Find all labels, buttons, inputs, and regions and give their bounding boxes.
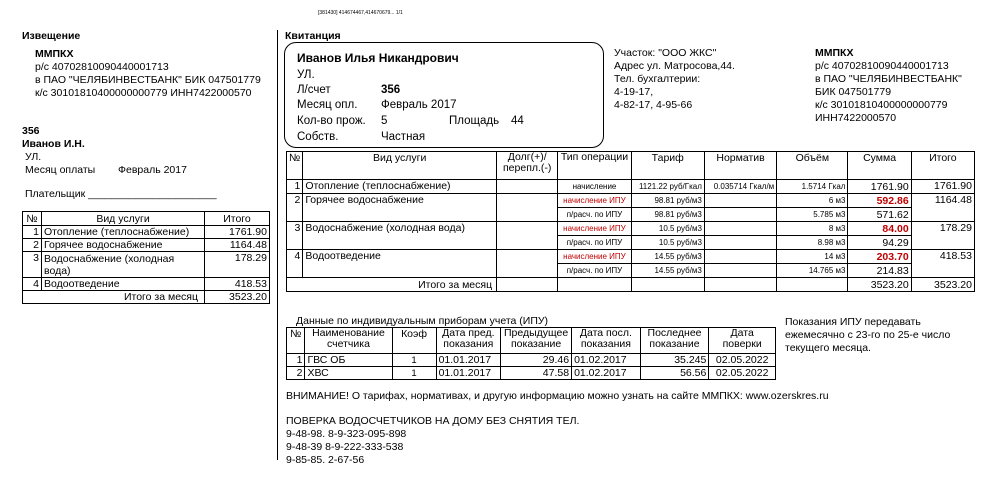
services-table — [286, 151, 975, 292]
total-total: 3523.20 — [911, 278, 974, 292]
left-bank: в ПАО "ЧЕЛЯБИНВЕСТБАНК" БИК 047501779 — [35, 74, 261, 86]
col-prev: Предыдущее показание — [501, 328, 572, 354]
col-norm: Норматив — [704, 152, 776, 180]
coupon-divider — [277, 30, 278, 460]
col-last-date: Дата посл. показания — [572, 328, 641, 354]
site-line: 4-19-17, — [614, 86, 654, 98]
row-service: Отопление (теплоснабжение) — [42, 226, 205, 239]
row-op-type: начисление — [558, 180, 631, 194]
table-row — [23, 278, 270, 291]
row-tariff: 10.5 руб/м3 — [631, 222, 704, 236]
left-org: ММПКХ — [35, 48, 74, 60]
row-tariff: 10.5 руб/м3 — [631, 236, 704, 250]
org-line: в ПАО "ЧЕЛЯБИНВЕСТБАНК" — [815, 73, 962, 85]
table-row — [287, 222, 975, 236]
col-service: Вид услуги — [42, 212, 205, 226]
ownership-value: Частная — [381, 131, 426, 143]
total-sum: 3523.20 — [848, 278, 911, 292]
phone-line: 9-85-85. 2-67-56 — [286, 454, 365, 466]
col-service: Вид услуги — [303, 152, 497, 180]
services-total-row — [287, 278, 975, 292]
row-op-type: начисление ИПУ — [558, 194, 631, 208]
row-norm — [704, 222, 776, 236]
row-norm — [704, 194, 776, 208]
row-n: 4 — [287, 250, 303, 278]
row-sum: 94.29 — [848, 236, 911, 250]
payer-full-name: Иванов Илья Никандрович — [297, 51, 459, 65]
meters-note: Показания ИПУ передавать ежемесячно с 23-го по 25-е число текущего месяца. — [785, 316, 951, 354]
row-n: 2 — [287, 194, 303, 222]
row-total: 418.53 — [205, 278, 270, 291]
site-info — [614, 47, 735, 112]
site-line: 4-82-17, 4-95-66 — [614, 99, 693, 111]
col-coef: Коэф — [392, 328, 436, 354]
area-label: Площадь — [449, 115, 500, 127]
col-n: № — [287, 152, 303, 180]
row-total: 418.53 — [911, 250, 974, 278]
meter-check: 02.05.2022 — [709, 367, 776, 380]
row-volume: 8 м3 — [777, 222, 848, 236]
row-tariff: 1121.22 руб/Гкал — [631, 180, 704, 194]
row-service: Водоснабжение (холодная вода) — [42, 252, 205, 278]
table-row — [287, 354, 776, 367]
account-value: 356 — [381, 84, 401, 96]
row-debt — [497, 250, 558, 278]
payer-box — [284, 42, 604, 148]
col-n: № — [287, 328, 305, 354]
row-norm — [704, 264, 776, 278]
row-n: 4 — [23, 278, 42, 291]
meters-table — [286, 327, 776, 380]
meters-title: Данные по индивидуальным приборам учета (ИПУ) — [296, 315, 549, 327]
col-debt: Долг(+)/ перепл.(-) — [497, 152, 558, 180]
row-sum: 214.83 — [848, 264, 911, 278]
col-sum: Сумма — [848, 152, 911, 180]
account-label: Л/счет — [297, 84, 331, 96]
row-total: 178.29 — [205, 252, 270, 278]
left-month-label: Месяц оплаты — [25, 164, 96, 176]
row-sum: 1761.90 — [848, 180, 911, 194]
meter-last: 35.245 — [640, 354, 709, 367]
meter-prev: 29.46 — [501, 354, 572, 367]
phone-line: 9-48-98. 8-9-323-095-898 — [286, 428, 407, 440]
notice-header: Извещение — [22, 30, 81, 42]
meter-prev-date: 01.01.2017 — [436, 354, 501, 367]
org-line: БИК 047501779 — [815, 86, 892, 98]
row-n: 3 — [287, 222, 303, 250]
left-ks: к/с 30101810400000000779 ИНН7422000570 — [35, 87, 252, 99]
meter-coef: 1 — [392, 367, 436, 380]
site-line: Тел. бухгалтерии: — [614, 73, 701, 85]
site-line: Участок: "ООО ЖКС" — [614, 47, 717, 59]
print-id: [381430] 414674467,414670679... 1/1 — [318, 10, 403, 16]
row-n: 1 — [23, 226, 42, 239]
left-payer-signature: Плательщик ______________________ — [25, 188, 217, 200]
table-row — [23, 252, 270, 278]
col-check-date: Дата поверки — [709, 328, 776, 354]
row-debt — [497, 180, 558, 194]
attention-text: ВНИМАНИЕ! О тарифах, нормативах, и другую информацию можно узнать на сайте ММПКХ: www.ozerskres.ru — [286, 390, 829, 402]
total-value: 3523.20 — [205, 291, 270, 304]
org-line: р/с 40702810090440001713 — [815, 60, 949, 72]
table-row — [287, 250, 975, 264]
table-row — [287, 367, 776, 380]
table-total-row — [23, 291, 270, 304]
row-service: Горячее водоснабжение — [42, 239, 205, 252]
row-tariff: 98.81 руб/м3 — [631, 194, 704, 208]
meter-last-date: 01.02.2017 — [572, 367, 641, 380]
col-meter-name: Наименование счетчика — [305, 328, 392, 354]
total-label: Итого за месяц — [287, 278, 497, 292]
row-norm — [704, 250, 776, 264]
row-service: Отопление (теплоснабжение) — [303, 180, 497, 194]
row-debt — [497, 194, 558, 222]
row-tariff: 98.81 руб/м3 — [631, 208, 704, 222]
col-last: Последнее показание — [640, 328, 709, 354]
org-line: к/с 30101810400000000779 — [815, 99, 948, 111]
col-volume: Объём — [777, 152, 848, 180]
residents-label: Кол-во прож. — [297, 115, 366, 127]
meter-last: 56.56 — [640, 367, 709, 380]
row-n: 2 — [23, 239, 42, 252]
meter-prev: 47.58 — [501, 367, 572, 380]
org-line: ММПКХ — [815, 47, 854, 59]
phones — [286, 428, 406, 467]
row-norm — [704, 236, 776, 250]
left-month-value: Февраль 2017 — [118, 164, 187, 176]
row-op-type: п/расч. по ИПУ — [558, 236, 631, 250]
meter-name: ГВС ОБ — [305, 354, 392, 367]
row-volume: 6 м3 — [777, 194, 848, 208]
org-line: ИНН7422000570 — [815, 112, 897, 124]
ownership-label: Собств. — [297, 131, 339, 143]
row-sum: 571.62 — [848, 208, 911, 222]
row-service: Водоснабжение (холодная вода) — [303, 222, 497, 250]
row-total: 1164.48 — [911, 194, 974, 222]
row-volume: 1.5714 Гкал — [777, 180, 848, 194]
meter-n: 2 — [287, 367, 305, 380]
col-total: Итого — [205, 212, 270, 226]
row-service: Горячее водоснабжение — [303, 194, 497, 222]
payer-street: УЛ. — [297, 69, 315, 81]
row-debt — [497, 222, 558, 250]
row-total: 1761.90 — [911, 180, 974, 194]
row-n: 1 — [287, 180, 303, 194]
org-info — [815, 47, 962, 125]
left-account: 356 — [22, 125, 40, 137]
table-row — [287, 180, 975, 194]
meter-n: 1 — [287, 354, 305, 367]
row-sum: 592.86 — [848, 194, 911, 208]
col-total: Итого — [911, 152, 974, 180]
row-volume: 14 м3 — [777, 250, 848, 264]
meter-last-date: 01.02.2017 — [572, 354, 641, 367]
meter-prev-date: 01.01.2017 — [436, 367, 501, 380]
meter-name: ХВС — [305, 367, 392, 380]
col-tariff: Тариф — [631, 152, 704, 180]
left-rs: р/с 40702810090440001713 — [35, 61, 169, 73]
check-title: ПОВЕРКА ВОДОСЧЕТЧИКОВ НА ДОМУ БЕЗ СНЯТИЯ ТЕЛ. — [286, 415, 580, 427]
row-total: 1761.90 — [205, 226, 270, 239]
row-volume: 5.785 м3 — [777, 208, 848, 222]
table-row — [23, 226, 270, 239]
col-op-type: Тип операции — [558, 152, 631, 180]
month-value: Февраль 2017 — [381, 99, 457, 111]
table-row — [23, 239, 270, 252]
col-prev-date: Дата пред. показания — [436, 328, 501, 354]
left-street: УЛ. — [25, 151, 42, 163]
row-op-type: п/расч. по ИПУ — [558, 264, 631, 278]
table-row — [287, 194, 975, 208]
row-op-type: начисление ИПУ — [558, 222, 631, 236]
site-line: Адрес ул. Матросова,44. — [614, 60, 735, 72]
month-label: Месяц опл. — [297, 99, 358, 111]
col-n: № — [23, 212, 42, 226]
left-payer-name: Иванов И.Н. — [22, 138, 85, 150]
receipt-header: Квитанция — [285, 30, 341, 42]
row-op-type: начисление ИПУ — [558, 250, 631, 264]
meter-check: 02.05.2022 — [709, 354, 776, 367]
total-label: Итого за месяц — [42, 291, 205, 304]
row-tariff: 14.55 руб/м3 — [631, 264, 704, 278]
row-norm — [704, 208, 776, 222]
area-value: 44 — [511, 115, 524, 127]
row-n: 3 — [23, 252, 42, 278]
residents-value: 5 — [381, 115, 388, 127]
row-service: Водоотведение — [303, 250, 497, 278]
row-norm: 0.035714 Гкал/м — [704, 180, 776, 194]
row-sum: 203.70 — [848, 250, 911, 264]
row-volume: 8.98 м3 — [777, 236, 848, 250]
row-op-type: п/расч. по ИПУ — [558, 208, 631, 222]
meter-coef: 1 — [392, 354, 436, 367]
phone-line: 9-48-39 8-9-222-333-538 — [286, 441, 404, 453]
row-sum: 84.00 — [848, 222, 911, 236]
row-total: 178.29 — [911, 222, 974, 250]
left-services-table — [22, 211, 270, 304]
row-service: Водоотведение — [42, 278, 205, 291]
row-tariff: 14.55 руб/м3 — [631, 250, 704, 264]
row-total: 1164.48 — [205, 239, 270, 252]
row-volume: 14.765 м3 — [777, 264, 848, 278]
